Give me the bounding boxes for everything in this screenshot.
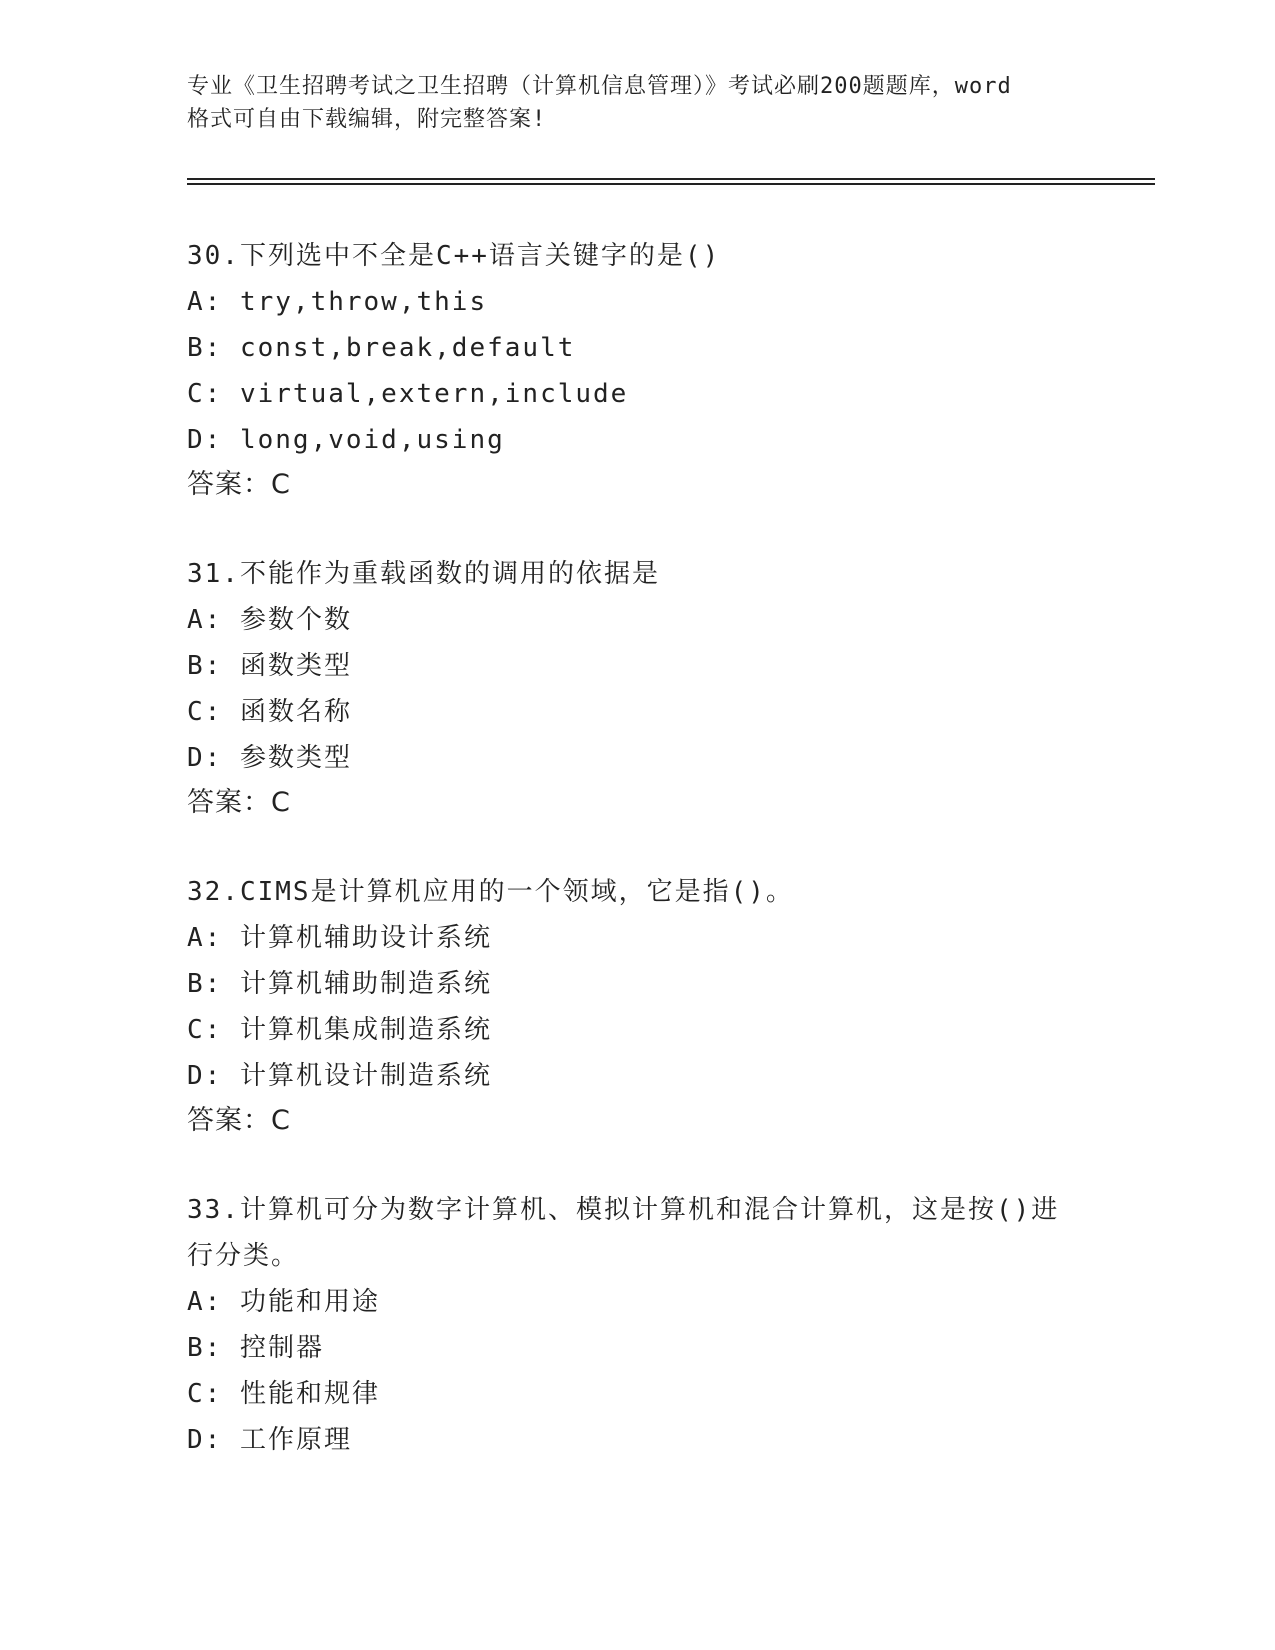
option-c: C: virtual,extern,include xyxy=(187,379,629,409)
header-line-2: 格式可自由下载编辑，附完整答案! xyxy=(187,107,547,132)
option-c: C: 函数名称 xyxy=(187,697,352,727)
option-b: B: 控制器 xyxy=(187,1333,324,1363)
option-c: C: 性能和规律 xyxy=(187,1379,380,1409)
option-a: A: 功能和用途 xyxy=(187,1287,380,1317)
answer: 答案：C xyxy=(187,1105,291,1136)
option-d: D: long,void,using xyxy=(187,425,505,455)
option-a: A: 参数个数 xyxy=(187,605,352,635)
option-a: A: 计算机辅助设计系统 xyxy=(187,923,492,953)
option-b: B: const,break,default xyxy=(187,333,576,363)
header-line-1: 专业《卫生招聘考试之卫生招聘（计算机信息管理）》考试必刷200题题库，word xyxy=(187,74,1012,99)
header-divider-top xyxy=(187,178,1155,180)
document-header xyxy=(187,70,1087,136)
option-c: C: 计算机集成制造系统 xyxy=(187,1015,492,1045)
question-32 xyxy=(187,869,1087,1143)
question-stem: 30.下列选中不全是C++语言关键字的是() xyxy=(187,241,721,271)
question-31 xyxy=(187,551,1087,825)
option-b: B: 计算机辅助制造系统 xyxy=(187,969,492,999)
option-d: D: 计算机设计制造系统 xyxy=(187,1061,492,1091)
answer: 答案：C xyxy=(187,469,291,500)
option-d: D: 参数类型 xyxy=(187,743,352,773)
option-b: B: 函数类型 xyxy=(187,651,352,681)
question-stem: 32.CIMS是计算机应用的一个领域，它是指()。 xyxy=(187,877,794,907)
question-stem: 31.不能作为重载函数的调用的依据是 xyxy=(187,559,660,589)
question-stem: 33.计算机可分为数字计算机、模拟计算机和混合计算机，这是按()进行分类。 xyxy=(187,1195,1060,1271)
option-a: A: try,throw,this xyxy=(187,287,488,317)
question-33 xyxy=(187,1187,1087,1463)
question-list xyxy=(187,233,1087,1507)
answer: 答案：C xyxy=(187,787,291,818)
option-d: D: 工作原理 xyxy=(187,1425,352,1455)
question-30 xyxy=(187,233,1087,507)
header-divider-bottom xyxy=(187,183,1155,185)
